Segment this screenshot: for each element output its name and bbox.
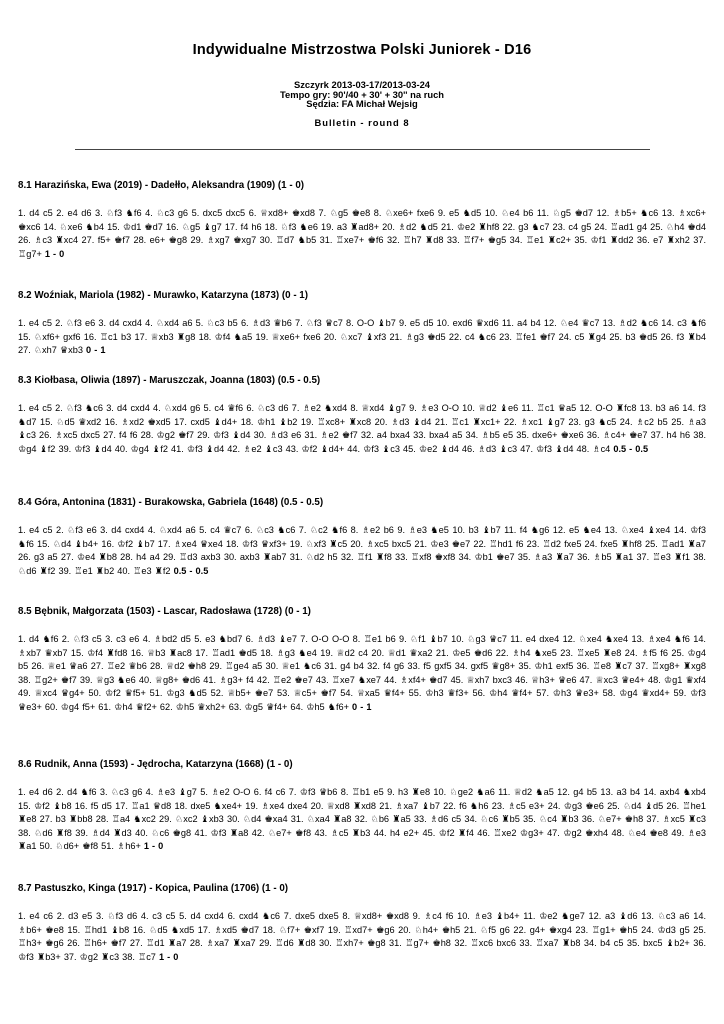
game-8-2 bbox=[18, 290, 706, 358]
game-8-5 bbox=[18, 606, 706, 715]
game-moves bbox=[18, 402, 706, 456]
game-header: 8.3 Kiołbasa, Oliwia (1897) - Maruszczak, Joanna (1803) (0.5 - 0.5) bbox=[18, 375, 321, 386]
game-result: 1 - 0 bbox=[44, 248, 65, 259]
document-meta bbox=[0, 80, 724, 128]
game-header: 8.5 Bębnik, Małgorzata (1503) - Lascar, Radosława (1728) (0 - 1) bbox=[18, 606, 311, 617]
game-8-4 bbox=[18, 497, 706, 578]
time-control: Tempo gry: 90'/40 + 30' + 30'' na ruch bbox=[279, 88, 445, 100]
game-8-1 bbox=[18, 180, 706, 261]
move-text: 1. d4 c5 2. e4 d6 3. ♘f3 ♞f6 4. ♘c3 g6 5. dxc5 dxc5 6. ♕xd8+ ♚xd8 7. ♘g5 ♚e8 8. ♘xe6+ fxe6 9. e5 ♞d5 10. ♘e4 b6 11. ♘g5 ♚d7 12. ♗b5+ ♞c6 13. ♗xc6+ ♚xc6 14. ♘xe6 ♞b4 15. ♔d1 ♚d7 16. ♘g5 ♝g7 17. f4 h6 18. ♘f3 ♞e6 19. a3 ♜ad8+ 20. ♗d2 ♞d5 21. ♔e2 ♜hf8 22. g3 ♞c7 23. c4 g5 24. ♖ad1 g4 25. ♘h4 ♚d4 26. ♗c3 ♜xc4 27. f5+ ♚f7 28. e6+ ♚g8 29. ♗xg7 ♚xg7 30. ♖d7 ♞b5 31. ♖xe7+ ♚f6 32. ♖h7 ♜d8 33. ♖f7+ ♚g5 34. ♖e1 ♜c2+ 35. ♔f1 ♜dd2 36. e7 ♜xh2 37. ♖g7+ bbox=[18, 208, 706, 259]
move-text: 1. e4 c5 2. ♘f3 ♞c6 3. d4 cxd4 4. ♘xd4 g6 5. c4 ♛f6 6. ♘c3 d6 7. ♗e2 ♞xd4 8. ♕xd4 ♝g7 9. ♗e3 O-O 10. ♕d2 ♝e6 11. ♖c1 ♛a5 12. O-O ♜fc8 13. b3 a6 14. f3 ♞d7 15. ♘d5 ♛xd2 16. ♗xd2 ♚xd5 17. cxd5 ♝d4+ 18. ♔h1 ♝b2 19. ♖xc8+ ♜xc8 20. ♗d3 ♝d4 21. ♖c1 ♜xc1+ 22. ♗xc1 ♝g7 23. g3 ♞c5 24. ♗c2 b5 25. ♗a3 ♝c3 26. ♗xc5 dxc5 27. f4 f6 28. ♔g2 ♚f7 29. ♔f3 ♝d4 30. ♗d3 e6 31. ♗e2 ♚f7 32. a4 bxa4 33. bxa4 a5 34. ♗b5 e5 35. dxe6+ ♚xe6 36. ♗c4+ ♚e7 37. h4 h6 38. ♔g4 ♝f2 39. ♔f3 ♝d4 40. ♔g4 ♝f2 41. ♔f3 ♝d4 42. ♗e2 ♝c3 43. ♔f2 ♝d4+ 44. ♔f3 ♝c3 45. ♔e2 ♝d4 46. ♗d3 ♝c3 47. ♔f3 ♝d4 48. ♗c4 bbox=[18, 403, 706, 454]
game-moves bbox=[18, 910, 706, 964]
game-result: 1 - 0 bbox=[143, 841, 164, 852]
game-result: 0.5 - 0.5 bbox=[173, 565, 209, 576]
move-text: 1. e4 c6 2. d3 e5 3. ♘f3 d6 4. c3 c5 5. d4 cxd4 6. cxd4 ♞c6 7. dxe5 dxe5 8. ♕xd8+ ♚xd8 9. ♗c4 f6 10. ♗e3 ♝b4+ 11. ♔e2 ♞ge7 12. a3 ♝d6 13. ♘c3 a6 14. ♗b6+ ♚e8 15. ♖hd1 ♝b8 16. ♘d5 ♞xd5 17. ♗xd5 ♚d7 18. ♘f7+ ♚xf7 19. ♖xd7+ ♚g6 20. ♘h4+ ♚h5 21. ♘f5 g6 22. g4+ ♚xg4 23. ♖g1+ ♚h5 24. ♔d3 g5 25. ♖h3+ ♚g6 26. ♖h6+ ♚f7 27. ♖d1 ♜a7 28. ♗xa7 ♜xa7 29. ♖d6 ♜d8 30. ♖xh7+ ♚g8 31. ♖g7+ ♚h8 32. ♖xc6 bxc6 33. ♖xa7 ♜b8 34. b4 c5 35. bxc5 ♝b2+ 36. ♔f3 ♜b3+ 37. ♔g2 ♜c3 38. ♖c7 bbox=[18, 911, 706, 962]
arbiter: Sędzia: FA Michał Wejsig bbox=[306, 98, 418, 110]
game-result: 0 - 1 bbox=[352, 701, 372, 712]
game-result: 0 - 1 bbox=[86, 345, 106, 356]
document-title: Indywidualne Mistrzostwa Polski Juniorek - D16 bbox=[192, 42, 532, 58]
move-text: 1. d4 ♞f6 2. ♘f3 c5 3. c3 e6 4. ♗bd2 d5 5. e3 ♞bd7 6. ♗d3 ♝e7 7. O-O O-O 8. ♖e1 b6 9. ♘f1 ♝b7 10. ♘g3 ♛c7 11. e4 dxe4 12. ♘xe4 ♞xe4 13. ♗xe4 ♞f6 14. ♗xb7 ♛xb7 15. ♔f4 ♜fd8 16. ♕b3 ♜ac8 17. ♖ad1 ♚d5 18. ♗g3 ♞e4 19. ♕d2 c4 20. ♕d1 ♛xa2 21. ♔e5 ♚d6 22. ♗h4 ♞xe5 23. ♖xe5 ♜e8 24. ♗f5 f6 25. ♔g4 b5 26. ♕e1 ♛a6 27. ♖e2 ♛b6 28. ♕d2 ♚h8 29. ♖ge4 a5 30. ♕e1 ♞c6 31. g4 b4 32. f4 g6 33. f5 gxf5 34. gxf5 ♛g8+ 35. ♔h1 exf5 36. ♖e8 ♜c7 37. ♖xg8+ ♜xg8 38. ♖g2+ ♚f7 39. ♕g3 ♞e6 40. ♕g8+ ♚d6 41. ♗g3+ f4 42. ♖e2 ♚e7 43. ♖xe7 ♞xe7 44. ♗xf4+ ♚d7 45. ♕xh7 bxc3 46. ♕h3+ ♛e6 47. ♕xc3 ♛e4+ 48. ♔g1 ♛xf4 49. ♕xc4 ♛g4+ 50. ♔f2 ♛f5+ 51. ♔g3 ♞d5 52. ♕b5+ ♚e7 53. ♕c5+ ♚f7 54. ♕xa5 ♛f4+ 55. ♔h3 ♛f3+ 56. ♔h4 ♛f4+ 57. ♔h3 ♛e3+ 58. ♔g4 ♛xd4+ 59. ♔f3 ♛e3+ 60. ♔g4 f5+ 61. ♔h4 ♛f2+ 62. ♔h5 ♛xh2+ 63. ♔g5 ♛f4+ 64. ♔h5 ♞f6+ bbox=[18, 634, 706, 712]
header-divider bbox=[75, 149, 650, 150]
game-moves bbox=[18, 207, 706, 261]
game-moves bbox=[18, 786, 706, 854]
game-result: 0.5 - 0.5 bbox=[613, 443, 649, 454]
game-header: 8.4 Góra, Antonina (1831) - Burakowska, Gabriela (1648) (0.5 - 0.5) bbox=[18, 497, 324, 508]
move-text: 1. e4 d6 2. d4 ♞f6 3. ♘c3 g6 4. ♗e3 ♝g7 5. ♗e2 O-O 6. f4 c6 7. ♔f3 ♛b6 8. ♖b1 e5 9. h3 ♜e8 10. ♘ge2 ♞a6 11. ♕d2 ♞a5 12. g4 b5 13. a3 b4 14. axb4 ♞xb4 15. ♔f2 ♝b8 16. f5 d5 17. ♖a1 ♛d8 18. dxe5 ♞xe4+ 19. ♗xe4 dxe4 20. ♕xd8 ♜xd8 21. ♗xa7 ♝b7 22. f6 ♞h6 23. ♗c5 e3+ 24. ♔g3 ♚e6 25. ♘d4 ♝d5 26. ♖he1 ♜e8 27. b3 ♜bb8 28. ♖a4 ♞xc2 29. ♘xc2 ♝xb3 30. ♘d4 ♚xa4 31. ♘xa4 ♜a8 32. ♘b6 ♜a5 33. ♗d6 c5 34. ♘c6 ♜b5 35. ♘c4 ♜b3 36. ♘e7+ ♚h8 37. ♗xc5 ♜c3 38. ♘d6 ♜f8 39. ♗d4 ♜d3 40. ♘c6 ♚g8 41. ♔f3 ♜a8 42. ♘e7+ ♚f8 43. ♗c5 ♜b3 44. h4 e2+ 45. ♔f2 ♜f4 46. ♖xe2 ♔g3+ 47. ♔g2 ♚xh4 48. ♘e4 ♚e8 49. ♗e3 ♜a1 50. ♘d6+ ♚f8 51. ♗h6+ bbox=[18, 787, 706, 852]
location-dates: Szczyrk 2013-03-17/2013-03-24 bbox=[293, 79, 431, 90]
game-moves bbox=[18, 524, 706, 578]
game-8-6 bbox=[18, 759, 706, 854]
move-text: 1. e4 c5 2. ♘f3 e6 3. d4 cxd4 4. ♘xd4 a6 5. ♘c3 b5 6. ♗d3 ♛b6 7. ♘f3 ♛c7 8. O-O ♝b7 9. e5 d5 10. exd6 ♛xd6 11. a4 b4 12. ♘e4 ♛c7 13. ♗d2 ♞c6 14. c3 ♞f6 15. ♘xf6+ gxf6 16. ♖c1 b3 17. ♕xb3 ♜g8 18. ♔f4 ♞a5 19. ♕xe6+ fxe6 20. ♘xc7 ♝xf3 21. ♗g3 ♚d5 22. c4 ♞c6 23. ♖fe1 ♚f7 24. c5 ♜g4 25. b3 ♚d5 26. f3 ♜b4 27. ♘xh7 ♛xb3 bbox=[18, 318, 706, 356]
bulletin-round: Bulletin - round 8 bbox=[314, 117, 410, 129]
game-header: 8.7 Pastuszko, Kinga (1917) - Kopica, Paulina (1706) (1 - 0) bbox=[18, 883, 289, 894]
move-text: 1. e4 c5 2. ♘f3 e6 3. d4 cxd4 4. ♘xd4 a6 5. c4 ♛c7 6. ♘c3 ♞c6 7. ♘c2 ♞f6 8. ♗e2 b6 9. ♗e3 ♞e5 10. b3 ♝b7 11. f4 ♞g6 12. e5 ♞e4 13. ♘xe4 ♝xe4 14. ♔f3 ♞f6 15. ♘d4 ♝b4+ 16. ♔f2 ♝b7 17. ♗xe4 ♛xe4 18. ♔f3 ♛xf3+ 19. ♘xf3 ♜c5 20. ♗xc5 bxc5 21. ♔e3 ♚e7 22. ♖hd1 f6 23. ♖d2 fxe5 24. fxe5 ♜hf8 25. ♖ad1 ♜a7 26. g3 a5 27. ♔e4 ♜b8 28. h4 a4 29. ♖d3 axb3 30. axb3 ♜ab7 31. ♘d2 h5 32. ♖f1 ♜f8 33. ♖xf8 ♚xf8 34. ♔b1 ♚e7 35. ♗a3 ♜a7 36. ♗b5 ♜a1 37. ♖e3 ♜f1 38. ♘d6 ♜f2 39. ♖e1 ♜b2 40. ♖e3 ♜f2 bbox=[18, 525, 706, 576]
game-8-3 bbox=[18, 375, 706, 456]
game-result: 1 - 0 bbox=[158, 951, 179, 962]
game-8-7 bbox=[18, 883, 706, 964]
game-header: 8.6 Rudnik, Anna (1593) - Jędrocha, Katarzyna (1668) (1 - 0) bbox=[18, 759, 293, 770]
game-header: 8.2 Woźniak, Mariola (1982) - Murawko, Katarzyna (1873) (0 - 1) bbox=[18, 290, 309, 301]
game-moves bbox=[18, 633, 706, 715]
game-moves bbox=[18, 317, 706, 358]
game-header: 8.1 Harazińska, Ewa (2019) - Dadełło, Aleksandra (1909) (1 - 0) bbox=[18, 180, 305, 191]
